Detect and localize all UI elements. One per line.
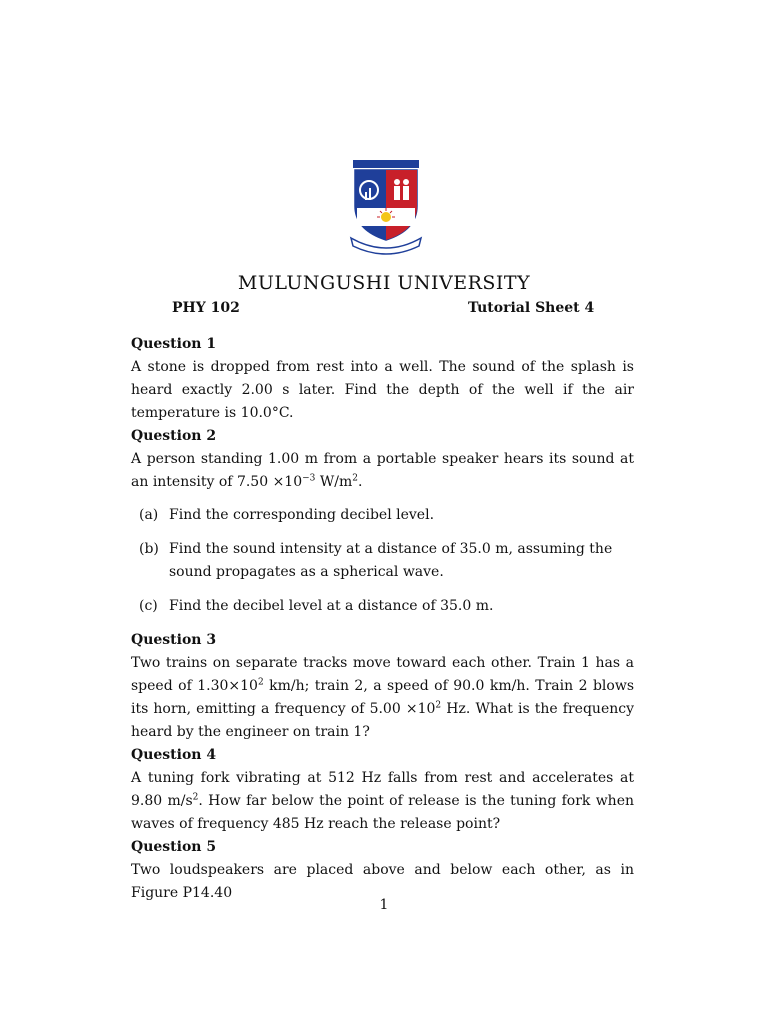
question-3-text: Two trains on separate tracks move toward each other. Train 1 has a speed of $1.30\times 10^2$ km/h; train 2, a speed of 90.0 km/h. Train 2 blows its horn, emitting a frequency of $5.00 \times 10^2$ Hz. What is the frequency heard by the engineer on train 1?: [131, 655, 635, 740]
page-number: 1: [379, 897, 389, 913]
university-title: MULUNGUSHI UNIVERSITY: [237, 272, 531, 294]
question-1-heading: Question 1: [131, 336, 217, 352]
sheet-title: Tutorial Sheet 4: [468, 300, 595, 316]
question-5-heading: Question 5: [131, 839, 217, 855]
question-3-heading: Question 3: [131, 632, 217, 648]
question-2-parts: [131, 504, 634, 618]
question-2-heading: Question 2: [131, 428, 217, 444]
course-code: PHY 102: [172, 300, 240, 316]
list-item: (c) Find the decibel level at a distance of 35.0 m.: [139, 598, 494, 614]
list-item: (a) Find the corresponding decibel level.: [139, 507, 435, 523]
document-body: [131, 333, 634, 905]
question-4-heading: Question 4: [131, 747, 217, 763]
question-2-text: A person standing 1.00 m from a portable speaker hears its sound at an intensity of $7.50 \times 10^{-3}$ $W/m^2$.: [131, 451, 634, 490]
list-item: (b) Find the sound intensity at a distance of 35.0 m, assuming the sound propagates as a spherical wave.: [139, 541, 613, 580]
university-crest-icon: [349, 158, 423, 256]
question-1-text: A stone is dropped from rest into a well. The sound of the splash is heard exactly 2.00 s later. Find the depth of the well if the air temperature is 10.0°C.: [131, 359, 634, 421]
question-4-text: A tuning fork vibrating at 512 Hz falls from rest and accelerates at 9.80 $m/s^2$. How far below the point of release is the tuning fork when waves of frequency 485 Hz reach the release point?: [131, 770, 634, 832]
question-5-text: Two loudspeakers are placed above and below each other, as in Figure P14.40: [131, 862, 634, 901]
